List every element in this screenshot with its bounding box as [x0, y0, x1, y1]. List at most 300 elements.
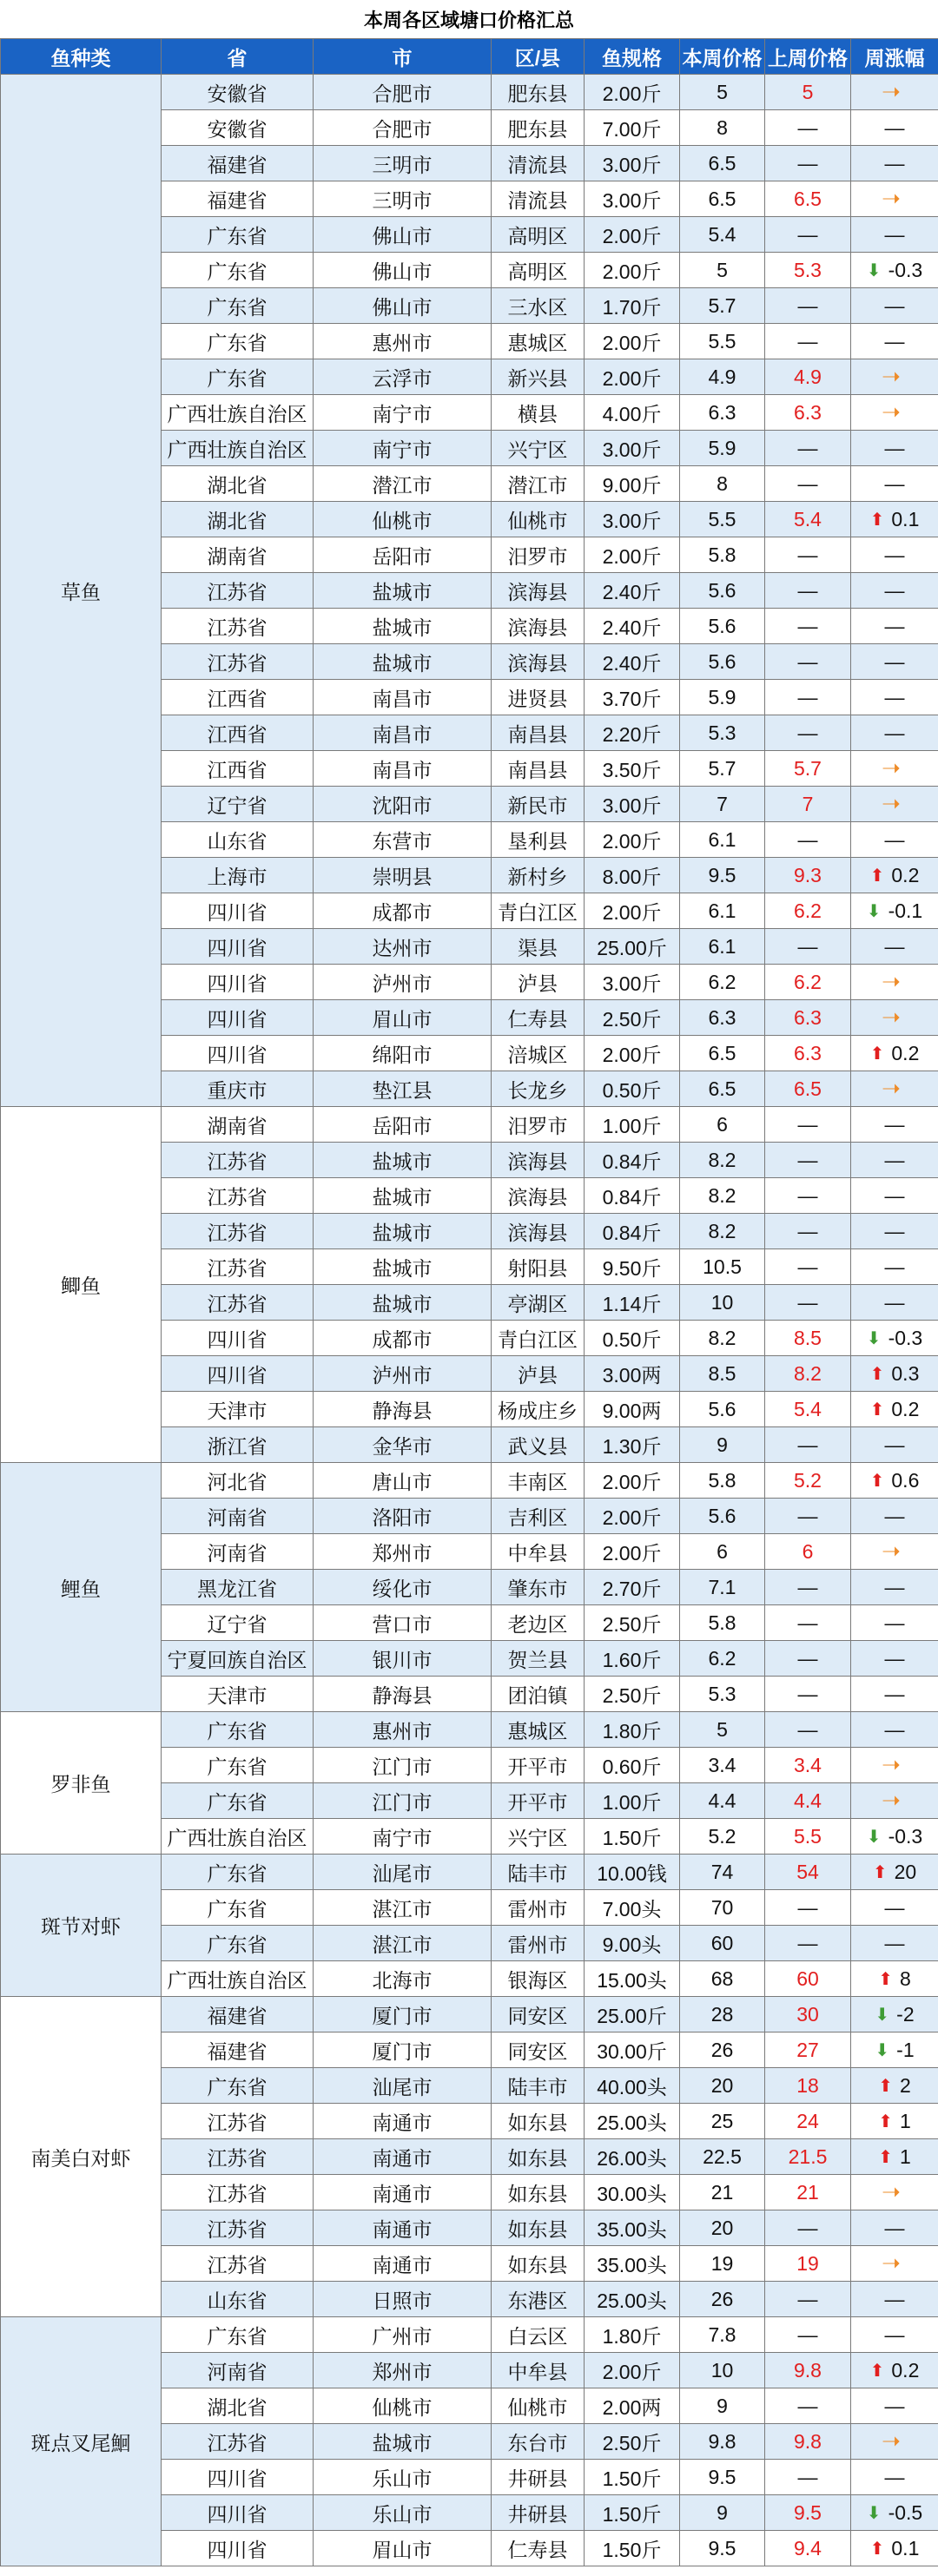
- city-cell: 南宁市: [314, 431, 492, 466]
- weekly-change-cell: [851, 2175, 938, 2210]
- weekly-change-cell: [851, 965, 938, 1000]
- county-cell: 泸县: [492, 965, 585, 1000]
- change-value: —: [884, 827, 905, 851]
- city-cell: 泸州市: [314, 965, 492, 1000]
- spec-cell: 1.00斤: [585, 1783, 680, 1819]
- province-cell: 四川省: [162, 2531, 314, 2566]
- county-cell: 仁寿县: [492, 1000, 585, 1036]
- change-value: 0.1: [891, 2537, 920, 2560]
- this-week-price-cell: 74: [680, 1855, 765, 1890]
- spec-cell: 3.00斤: [585, 965, 680, 1000]
- county-cell: 肥东县: [492, 75, 585, 110]
- weekly-change-cell: [851, 2460, 938, 2495]
- spec-cell: 2.00斤: [585, 75, 680, 110]
- province-cell: 福建省: [162, 2032, 314, 2068]
- weekly-change-cell: [851, 1071, 938, 1107]
- change-value: 0.2: [891, 1398, 920, 1421]
- last-week-price-cell: —: [765, 110, 851, 146]
- last-week-price-cell: 8.5: [765, 1321, 851, 1356]
- county-cell: 长龙乡: [492, 1071, 585, 1107]
- weekly-change-cell: [851, 217, 938, 253]
- last-week-price-cell: —: [765, 1143, 851, 1178]
- spec-cell: 0.50斤: [585, 1071, 680, 1107]
- spec-cell: 25.00头: [585, 2104, 680, 2139]
- change-value: —: [884, 2394, 905, 2417]
- spec-cell: 1.14斤: [585, 1285, 680, 1321]
- change-value: —: [884, 649, 905, 673]
- weekly-change-cell: [851, 929, 938, 965]
- county-cell: 滨海县: [492, 1214, 585, 1249]
- this-week-price-cell: 5: [680, 75, 765, 110]
- spec-cell: 2.40斤: [585, 609, 680, 644]
- header-row: [1, 39, 938, 75]
- this-week-price-cell: 9.5: [680, 2460, 765, 2495]
- weekly-change-cell: [851, 253, 938, 288]
- spec-cell: 2.00斤: [585, 253, 680, 288]
- city-cell: 盐城市: [314, 573, 492, 609]
- spec-cell: 2.00斤: [585, 893, 680, 929]
- change-value: 0.2: [891, 2359, 920, 2382]
- change-value: —: [884, 115, 905, 139]
- county-cell: 如东县: [492, 2175, 585, 2210]
- city-cell: 惠州市: [314, 324, 492, 359]
- city-cell: 北海市: [314, 1961, 492, 1997]
- county-cell: 开平市: [492, 1748, 585, 1783]
- change-value: —: [884, 934, 905, 958]
- county-cell: 肇东市: [492, 1570, 585, 1605]
- last-week-price-cell: 9.8: [765, 2353, 851, 2388]
- county-cell: 肥东县: [492, 110, 585, 146]
- weekly-change-cell: [851, 2353, 938, 2388]
- change-value: —: [884, 578, 905, 602]
- city-cell: 汕尾市: [314, 2068, 492, 2104]
- spec-cell: 9.50斤: [585, 1249, 680, 1285]
- weekly-change-cell: [851, 1605, 938, 1641]
- this-week-price-cell: 6.5: [680, 146, 765, 181]
- city-cell: 盐城市: [314, 1178, 492, 1214]
- city-cell: 眉山市: [314, 2531, 492, 2566]
- spec-cell: 1.50斤: [585, 1819, 680, 1855]
- city-cell: 崇明县: [314, 858, 492, 893]
- this-week-price-cell: 20: [680, 2068, 765, 2104]
- last-week-price-cell: —: [765, 288, 851, 324]
- species-cell: 斑节对虾: [1, 1855, 162, 1997]
- province-cell: 福建省: [162, 181, 314, 217]
- change-value: 1: [899, 2145, 911, 2169]
- spec-cell: 1.70斤: [585, 288, 680, 324]
- change-value: 0.1: [891, 508, 920, 531]
- table-row: [1, 75, 938, 110]
- spec-cell: 9.00头: [585, 1926, 680, 1961]
- right-arrow-icon: ➝: [882, 363, 901, 389]
- city-cell: 南通市: [314, 2104, 492, 2139]
- county-cell: 滨海县: [492, 1143, 585, 1178]
- weekly-change-cell: [851, 715, 938, 751]
- city-cell: 乐山市: [314, 2460, 492, 2495]
- county-cell: 潜江市: [492, 466, 585, 502]
- species-cell: 南美白对虾: [1, 1997, 162, 2317]
- city-cell: 湛江市: [314, 1926, 492, 1961]
- spec-cell: 2.20斤: [585, 715, 680, 751]
- city-cell: 佛山市: [314, 217, 492, 253]
- county-cell: 汨罗市: [492, 537, 585, 573]
- this-week-price-cell: 6.5: [680, 181, 765, 217]
- this-week-price-cell: 10.5: [680, 1249, 765, 1285]
- province-cell: 辽宁省: [162, 787, 314, 822]
- spec-cell: 9.00两: [585, 1392, 680, 1427]
- province-cell: 上海市: [162, 858, 314, 893]
- spec-cell: 3.70斤: [585, 680, 680, 715]
- this-week-price-cell: 5.9: [680, 680, 765, 715]
- city-cell: 云浮市: [314, 359, 492, 395]
- spec-cell: 7.00头: [585, 1890, 680, 1926]
- change-value: —: [884, 1255, 905, 1278]
- city-cell: 惠州市: [314, 1712, 492, 1748]
- change-value: 1: [899, 2110, 911, 2133]
- spec-cell: 0.84斤: [585, 1214, 680, 1249]
- change-value: —: [884, 1148, 905, 1171]
- city-cell: 仙桃市: [314, 2388, 492, 2424]
- change-value: -1: [896, 2039, 915, 2062]
- this-week-price-cell: 6.1: [680, 893, 765, 929]
- change-value: -0.3: [888, 1327, 923, 1350]
- spec-cell: 3.00斤: [585, 502, 680, 537]
- city-cell: 静海县: [314, 1392, 492, 1427]
- weekly-change-cell: [851, 324, 938, 359]
- this-week-price-cell: 60: [680, 1926, 765, 1961]
- weekly-change-cell: [851, 502, 938, 537]
- right-arrow-icon: ➝: [882, 2428, 901, 2454]
- spec-cell: 0.60斤: [585, 1748, 680, 1783]
- down-arrow-icon: ⬇: [866, 2503, 882, 2523]
- province-cell: 江苏省: [162, 1249, 314, 1285]
- province-cell: 四川省: [162, 929, 314, 965]
- this-week-price-cell: 8: [680, 466, 765, 502]
- county-cell: 渠县: [492, 929, 585, 965]
- spec-cell: 2.50斤: [585, 2424, 680, 2460]
- weekly-change-cell: [851, 1855, 938, 1890]
- province-cell: 四川省: [162, 893, 314, 929]
- weekly-change-cell: [851, 2282, 938, 2317]
- this-week-price-cell: 5.7: [680, 288, 765, 324]
- city-cell: 盐城市: [314, 609, 492, 644]
- change-value: -0.3: [888, 259, 923, 282]
- last-week-price-cell: —: [765, 1285, 851, 1321]
- this-week-price-cell: 8.2: [680, 1321, 765, 1356]
- spec-cell: 2.40斤: [585, 573, 680, 609]
- province-cell: 河南省: [162, 1499, 314, 1534]
- this-week-price-cell: 8.2: [680, 1143, 765, 1178]
- city-cell: 合肥市: [314, 75, 492, 110]
- change-value: —: [884, 1717, 905, 1741]
- province-cell: 广东省: [162, 1748, 314, 1783]
- last-week-price-cell: —: [765, 1677, 851, 1712]
- weekly-change-cell: [851, 288, 938, 324]
- weekly-change-cell: [851, 893, 938, 929]
- county-cell: 东港区: [492, 2282, 585, 2317]
- this-week-price-cell: 68: [680, 1961, 765, 1997]
- city-cell: 盐城市: [314, 1214, 492, 1249]
- change-value: -2: [896, 2003, 915, 2026]
- province-cell: 广东省: [162, 1926, 314, 1961]
- last-week-price-cell: 5.5: [765, 1819, 851, 1855]
- weekly-change-cell: [851, 573, 938, 609]
- this-week-price-cell: 5.8: [680, 537, 765, 573]
- county-cell: 兴宁区: [492, 431, 585, 466]
- county-cell: 青白江区: [492, 893, 585, 929]
- spec-cell: 2.00斤: [585, 822, 680, 858]
- spec-cell: 2.00斤: [585, 1534, 680, 1570]
- table-row: [1, 2317, 938, 2353]
- last-week-price-cell: 5.3: [765, 253, 851, 288]
- city-cell: 泸州市: [314, 1356, 492, 1392]
- spec-cell: 9.00斤: [585, 466, 680, 502]
- species-cell: 鲫鱼: [1, 1107, 162, 1463]
- change-value: —: [884, 1290, 905, 1314]
- province-cell: 江苏省: [162, 609, 314, 644]
- spec-cell: 3.00两: [585, 1356, 680, 1392]
- province-cell: 山东省: [162, 2282, 314, 2317]
- province-cell: 广东省: [162, 1855, 314, 1890]
- change-value: —: [884, 1895, 905, 1919]
- province-cell: 广东省: [162, 359, 314, 395]
- weekly-change-cell: [851, 1143, 938, 1178]
- province-cell: 重庆市: [162, 1071, 314, 1107]
- city-cell: 厦门市: [314, 1997, 492, 2032]
- province-cell: 四川省: [162, 1000, 314, 1036]
- spec-cell: 2.00斤: [585, 1463, 680, 1499]
- up-arrow-icon: ⬆: [878, 1969, 893, 1989]
- spec-cell: 0.84斤: [585, 1143, 680, 1178]
- province-cell: 福建省: [162, 1997, 314, 2032]
- last-week-price-cell: —: [765, 1605, 851, 1641]
- weekly-change-cell: [851, 2495, 938, 2531]
- weekly-change-cell: [851, 1285, 938, 1321]
- last-week-price-cell: —: [765, 1178, 851, 1214]
- last-week-price-cell: —: [765, 2210, 851, 2246]
- spec-cell: 25.00头: [585, 2282, 680, 2317]
- county-cell: 清流县: [492, 146, 585, 181]
- province-cell: 广西壮族自治区: [162, 431, 314, 466]
- weekly-change-cell: [851, 1463, 938, 1499]
- province-cell: 江苏省: [162, 1143, 314, 1178]
- last-week-price-cell: —: [765, 680, 851, 715]
- weekly-change-cell: [851, 1214, 938, 1249]
- spec-cell: 26.00头: [585, 2139, 680, 2175]
- this-week-price-cell: 7.1: [680, 1570, 765, 1605]
- spec-cell: 1.00斤: [585, 1107, 680, 1143]
- this-week-price-cell: 5.8: [680, 1605, 765, 1641]
- up-arrow-icon: ⬆: [869, 1400, 885, 1420]
- province-cell: 广西壮族自治区: [162, 395, 314, 431]
- species-cell: 斑点叉尾鮰: [1, 2317, 162, 2566]
- last-week-price-cell: 9.4: [765, 2531, 851, 2566]
- province-cell: 辽宁省: [162, 1605, 314, 1641]
- last-week-price-cell: 5.4: [765, 502, 851, 537]
- province-cell: 四川省: [162, 1036, 314, 1071]
- county-cell: 泸县: [492, 1356, 585, 1392]
- last-week-price-cell: 6.5: [765, 181, 851, 217]
- province-cell: 江苏省: [162, 2175, 314, 2210]
- province-cell: 广西壮族自治区: [162, 1961, 314, 1997]
- col-header-county: 区/县: [492, 39, 585, 75]
- down-arrow-icon: ⬇: [866, 1827, 882, 1847]
- last-week-price-cell: —: [765, 644, 851, 680]
- province-cell: 江苏省: [162, 2424, 314, 2460]
- down-arrow-icon: ⬇: [875, 2040, 890, 2060]
- this-week-price-cell: 6.2: [680, 1641, 765, 1677]
- this-week-price-cell: 9: [680, 2495, 765, 2531]
- spec-cell: 2.50斤: [585, 1000, 680, 1036]
- province-cell: 江西省: [162, 680, 314, 715]
- weekly-change-cell: [851, 1641, 938, 1677]
- county-cell: 高明区: [492, 217, 585, 253]
- city-cell: 江门市: [314, 1783, 492, 1819]
- province-cell: 四川省: [162, 1356, 314, 1392]
- last-week-price-cell: —: [765, 217, 851, 253]
- city-cell: 佛山市: [314, 288, 492, 324]
- county-cell: 滨海县: [492, 1178, 585, 1214]
- change-value: —: [884, 222, 905, 246]
- up-arrow-icon: ⬆: [872, 1862, 888, 1882]
- change-value: —: [884, 721, 905, 744]
- col-header-weekly-change: 周涨幅: [851, 39, 938, 75]
- province-cell: 黑龙江省: [162, 1570, 314, 1605]
- weekly-change-cell: [851, 2317, 938, 2353]
- county-cell: 贺兰县: [492, 1641, 585, 1677]
- spec-cell: 2.50斤: [585, 1605, 680, 1641]
- change-value: —: [884, 2465, 905, 2488]
- right-arrow-icon: ➝: [882, 1787, 901, 1813]
- city-cell: 湛江市: [314, 1890, 492, 1926]
- change-value: —: [884, 1504, 905, 1527]
- change-value: —: [884, 1112, 905, 1136]
- table-row: [1, 1855, 938, 1890]
- city-cell: 郑州市: [314, 1534, 492, 1570]
- province-cell: 天津市: [162, 1392, 314, 1427]
- spec-cell: 1.80斤: [585, 2317, 680, 2353]
- change-value: 0.2: [891, 1042, 920, 1065]
- weekly-change-cell: [851, 609, 938, 644]
- change-value: —: [884, 436, 905, 459]
- last-week-price-cell: 7: [765, 787, 851, 822]
- species-cell: 罗非鱼: [1, 1712, 162, 1855]
- province-cell: 河北省: [162, 1463, 314, 1499]
- weekly-change-cell: [851, 2531, 938, 2566]
- this-week-price-cell: 5.2: [680, 1819, 765, 1855]
- county-cell: 丰南区: [492, 1463, 585, 1499]
- province-cell: 江苏省: [162, 1285, 314, 1321]
- province-cell: 四川省: [162, 2495, 314, 2531]
- change-value: —: [884, 1931, 905, 1954]
- city-cell: 佛山市: [314, 253, 492, 288]
- weekly-change-cell: [851, 1570, 938, 1605]
- weekly-change-cell: [851, 395, 938, 431]
- province-cell: 广东省: [162, 288, 314, 324]
- weekly-change-cell: [851, 644, 938, 680]
- spec-cell: 7.00斤: [585, 110, 680, 146]
- change-value: —: [884, 329, 905, 352]
- weekly-change-cell: [851, 1427, 938, 1463]
- this-week-price-cell: 3.4: [680, 1748, 765, 1783]
- down-arrow-icon: ⬇: [866, 901, 882, 921]
- last-week-price-cell: —: [765, 2388, 851, 2424]
- change-value: —: [884, 151, 905, 175]
- weekly-change-cell: [851, 1712, 938, 1748]
- province-cell: 河南省: [162, 1534, 314, 1570]
- city-cell: 盐城市: [314, 1143, 492, 1178]
- this-week-price-cell: 8: [680, 110, 765, 146]
- change-value: —: [884, 2216, 905, 2239]
- last-week-price-cell: 60: [765, 1961, 851, 1997]
- col-header-province: 省: [162, 39, 314, 75]
- up-arrow-icon: ⬆: [878, 2112, 893, 2131]
- up-arrow-icon: ⬆: [878, 2147, 893, 2167]
- weekly-change-cell: [851, 858, 938, 893]
- this-week-price-cell: 6.2: [680, 965, 765, 1000]
- spec-cell: 2.70斤: [585, 1570, 680, 1605]
- spec-cell: 3.50斤: [585, 751, 680, 787]
- this-week-price-cell: 9: [680, 1427, 765, 1463]
- city-cell: 南宁市: [314, 1819, 492, 1855]
- last-week-price-cell: —: [765, 715, 851, 751]
- city-cell: 洛阳市: [314, 1499, 492, 1534]
- city-cell: 南通市: [314, 2175, 492, 2210]
- province-cell: 四川省: [162, 965, 314, 1000]
- this-week-price-cell: 5.6: [680, 644, 765, 680]
- province-cell: 广东省: [162, 1783, 314, 1819]
- weekly-change-cell: [851, 2210, 938, 2246]
- city-cell: 南宁市: [314, 395, 492, 431]
- province-cell: 广东省: [162, 253, 314, 288]
- county-cell: 新兴县: [492, 359, 585, 395]
- last-week-price-cell: —: [765, 2460, 851, 2495]
- city-cell: 盐城市: [314, 644, 492, 680]
- weekly-change-cell: [851, 787, 938, 822]
- city-cell: 盐城市: [314, 1249, 492, 1285]
- weekly-change-cell: [851, 680, 938, 715]
- weekly-change-cell: [851, 1997, 938, 2032]
- weekly-change-cell: [851, 1819, 938, 1855]
- province-cell: 江苏省: [162, 2246, 314, 2282]
- weekly-change-cell: [851, 2068, 938, 2104]
- city-cell: 垫江县: [314, 1071, 492, 1107]
- spec-cell: 25.00斤: [585, 929, 680, 965]
- city-cell: 绥化市: [314, 1570, 492, 1605]
- weekly-change-cell: [851, 751, 938, 787]
- spec-cell: 1.60斤: [585, 1641, 680, 1677]
- weekly-change-cell: [851, 2246, 938, 2282]
- county-cell: 银海区: [492, 1961, 585, 1997]
- last-week-price-cell: —: [765, 573, 851, 609]
- county-cell: 青白江区: [492, 1321, 585, 1356]
- down-arrow-icon: ⬇: [866, 1328, 882, 1348]
- county-cell: 仙桃市: [492, 502, 585, 537]
- spec-cell: 2.00斤: [585, 1036, 680, 1071]
- last-week-price-cell: —: [765, 1249, 851, 1285]
- city-cell: 金华市: [314, 1427, 492, 1463]
- city-cell: 成都市: [314, 1321, 492, 1356]
- city-cell: 三明市: [314, 146, 492, 181]
- last-week-price-cell: 18: [765, 2068, 851, 2104]
- county-cell: 进贤县: [492, 680, 585, 715]
- county-cell: 仁寿县: [492, 2531, 585, 2566]
- last-week-price-cell: 6.3: [765, 395, 851, 431]
- spec-cell: 1.50斤: [585, 2495, 680, 2531]
- spec-cell: 3.00斤: [585, 431, 680, 466]
- county-cell: 吉利区: [492, 1499, 585, 1534]
- change-value: 2: [899, 2074, 911, 2098]
